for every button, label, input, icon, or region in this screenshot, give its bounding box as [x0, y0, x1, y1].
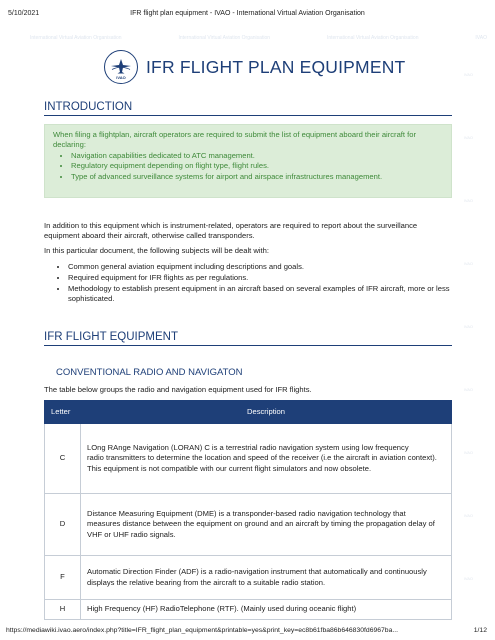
page-url: https://mediawiki.ivao.aero/index.php?title=IFR_flight_plan_equipment&printable=yes&print_key=ec8b61fba86b646830fd6967ba... — [6, 627, 399, 634]
subsection-heading: CONVENTIONAL RADIO AND NAVIGATON — [56, 367, 243, 378]
watermark-side: IVAO — [463, 72, 473, 77]
page-banner — [104, 50, 405, 84]
list-item: • Methodology to establish present equipment in an aircraft based on several examples of IFR aircraft, more or less sophisticated. — [68, 284, 452, 306]
section-divider — [44, 115, 452, 116]
description-cell — [81, 600, 452, 620]
ivao-logo — [104, 50, 138, 84]
table-row — [45, 556, 452, 600]
intro-paragraph: In this particular document, the following subjects will be dealt with: — [44, 246, 269, 255]
description-line: Distance Measuring Equipment (DME) is a transponder-based radio navigation technology that — [87, 509, 406, 519]
letter-cell: C — [45, 424, 81, 494]
table-row — [45, 424, 452, 494]
letter-cell: F — [45, 556, 81, 600]
watermark-side: IVAO — [463, 198, 473, 203]
print-date: 5/10/2021 — [8, 10, 40, 17]
print-page-title: IFR flight plan equipment - IVAO - International Virtual Aviation Organisation — [130, 10, 365, 17]
letter-cell: D — [45, 494, 81, 556]
note-list — [71, 151, 443, 182]
watermark-row — [30, 35, 487, 41]
watermark-side: IVAO — [463, 261, 473, 266]
table-row — [45, 494, 452, 556]
watermark-side: IVAO — [463, 513, 473, 518]
intro-paragraph: In addition to this equipment which is instrument-related, operators are required to report about the surveillance equipment aboard their aircraft, otherwise called transponders. — [44, 221, 418, 241]
watermark-text: International Virtual Aviation Organisation — [178, 35, 271, 41]
table-row — [45, 600, 452, 620]
list-item: • Type of advanced surveillance systems for airport and airspace infrastructures management. — [71, 172, 443, 182]
section-heading-introduction: INTRODUCTION — [44, 101, 133, 113]
watermark-text: International Virtual Aviation Organisation — [30, 35, 122, 41]
section-divider — [44, 345, 452, 346]
watermark-side: IVAO — [463, 324, 473, 329]
watermark-text: International Virtual Aviation Organisation — [326, 35, 419, 41]
column-header-description: Description — [81, 401, 452, 424]
watermark-side: IVAO — [463, 450, 473, 455]
equipment-table — [44, 400, 452, 620]
list-item: • Required equipment for IFR flights as per regulations. — [68, 273, 452, 284]
note-text: When filing a flightplan, aircraft operators are required to submit the list of equipment aboard their aircraft for declaring: — [53, 130, 416, 150]
subjects-list — [44, 262, 452, 305]
watermark-side: IVAO — [463, 135, 473, 140]
description-line: LOng RAnge Navigation (LORAN) C is a terrestrial radio navigation system using low frequency — [87, 443, 409, 453]
description-line: radio transmitters to determine the location and speed of the receiver (i.e the aircraft in aviation context). This equipment is not compatible with our current flight simulators and now obsolete. — [87, 453, 437, 473]
description-cell — [81, 494, 452, 556]
logo-text: IVAO — [116, 75, 126, 80]
description-cell — [81, 424, 452, 494]
description-line: Automatic Direction Finder (ADF) is a radio-navigation instrument that automatically and continuously displays the relative bearing from the aircraft to a suitable radio station. — [87, 567, 427, 587]
watermark-side: IVAO — [463, 576, 473, 581]
print-header — [8, 10, 487, 17]
table-intro: The table below groups the radio and navigation equipment used for IFR flights. — [44, 385, 312, 394]
column-header-letter: Letter — [45, 401, 81, 424]
description-line: measures distance between the equipment on ground and an aircraft by timing the propagation delay of VHF or UHF radio signals. — [87, 519, 435, 539]
page-number: 1/12 — [473, 627, 487, 634]
section-heading-ifr-equipment: IFR FLIGHT EQUIPMENT — [44, 331, 178, 343]
description-cell — [81, 556, 452, 600]
letter-cell: H — [45, 600, 81, 620]
list-item: • Regulatory equipment depending on flight type, flight rules. — [71, 161, 443, 171]
description-line: High Frequency (HF) RadioTelephone (RTF). (Mainly used during oceanic flight) — [87, 604, 357, 614]
watermark-side: IVAO — [463, 387, 473, 392]
note-box — [44, 124, 452, 198]
print-footer — [6, 627, 487, 634]
list-item: • Navigation capabilities dedicated to ATC management. — [71, 151, 443, 161]
page-title: IFR FLIGHT PLAN EQUIPMENT — [146, 56, 406, 77]
table-header-row — [45, 401, 452, 424]
watermark-text: IVAO — [475, 35, 487, 41]
list-item: • Common general aviation equipment including descriptions and goals. — [68, 262, 452, 273]
